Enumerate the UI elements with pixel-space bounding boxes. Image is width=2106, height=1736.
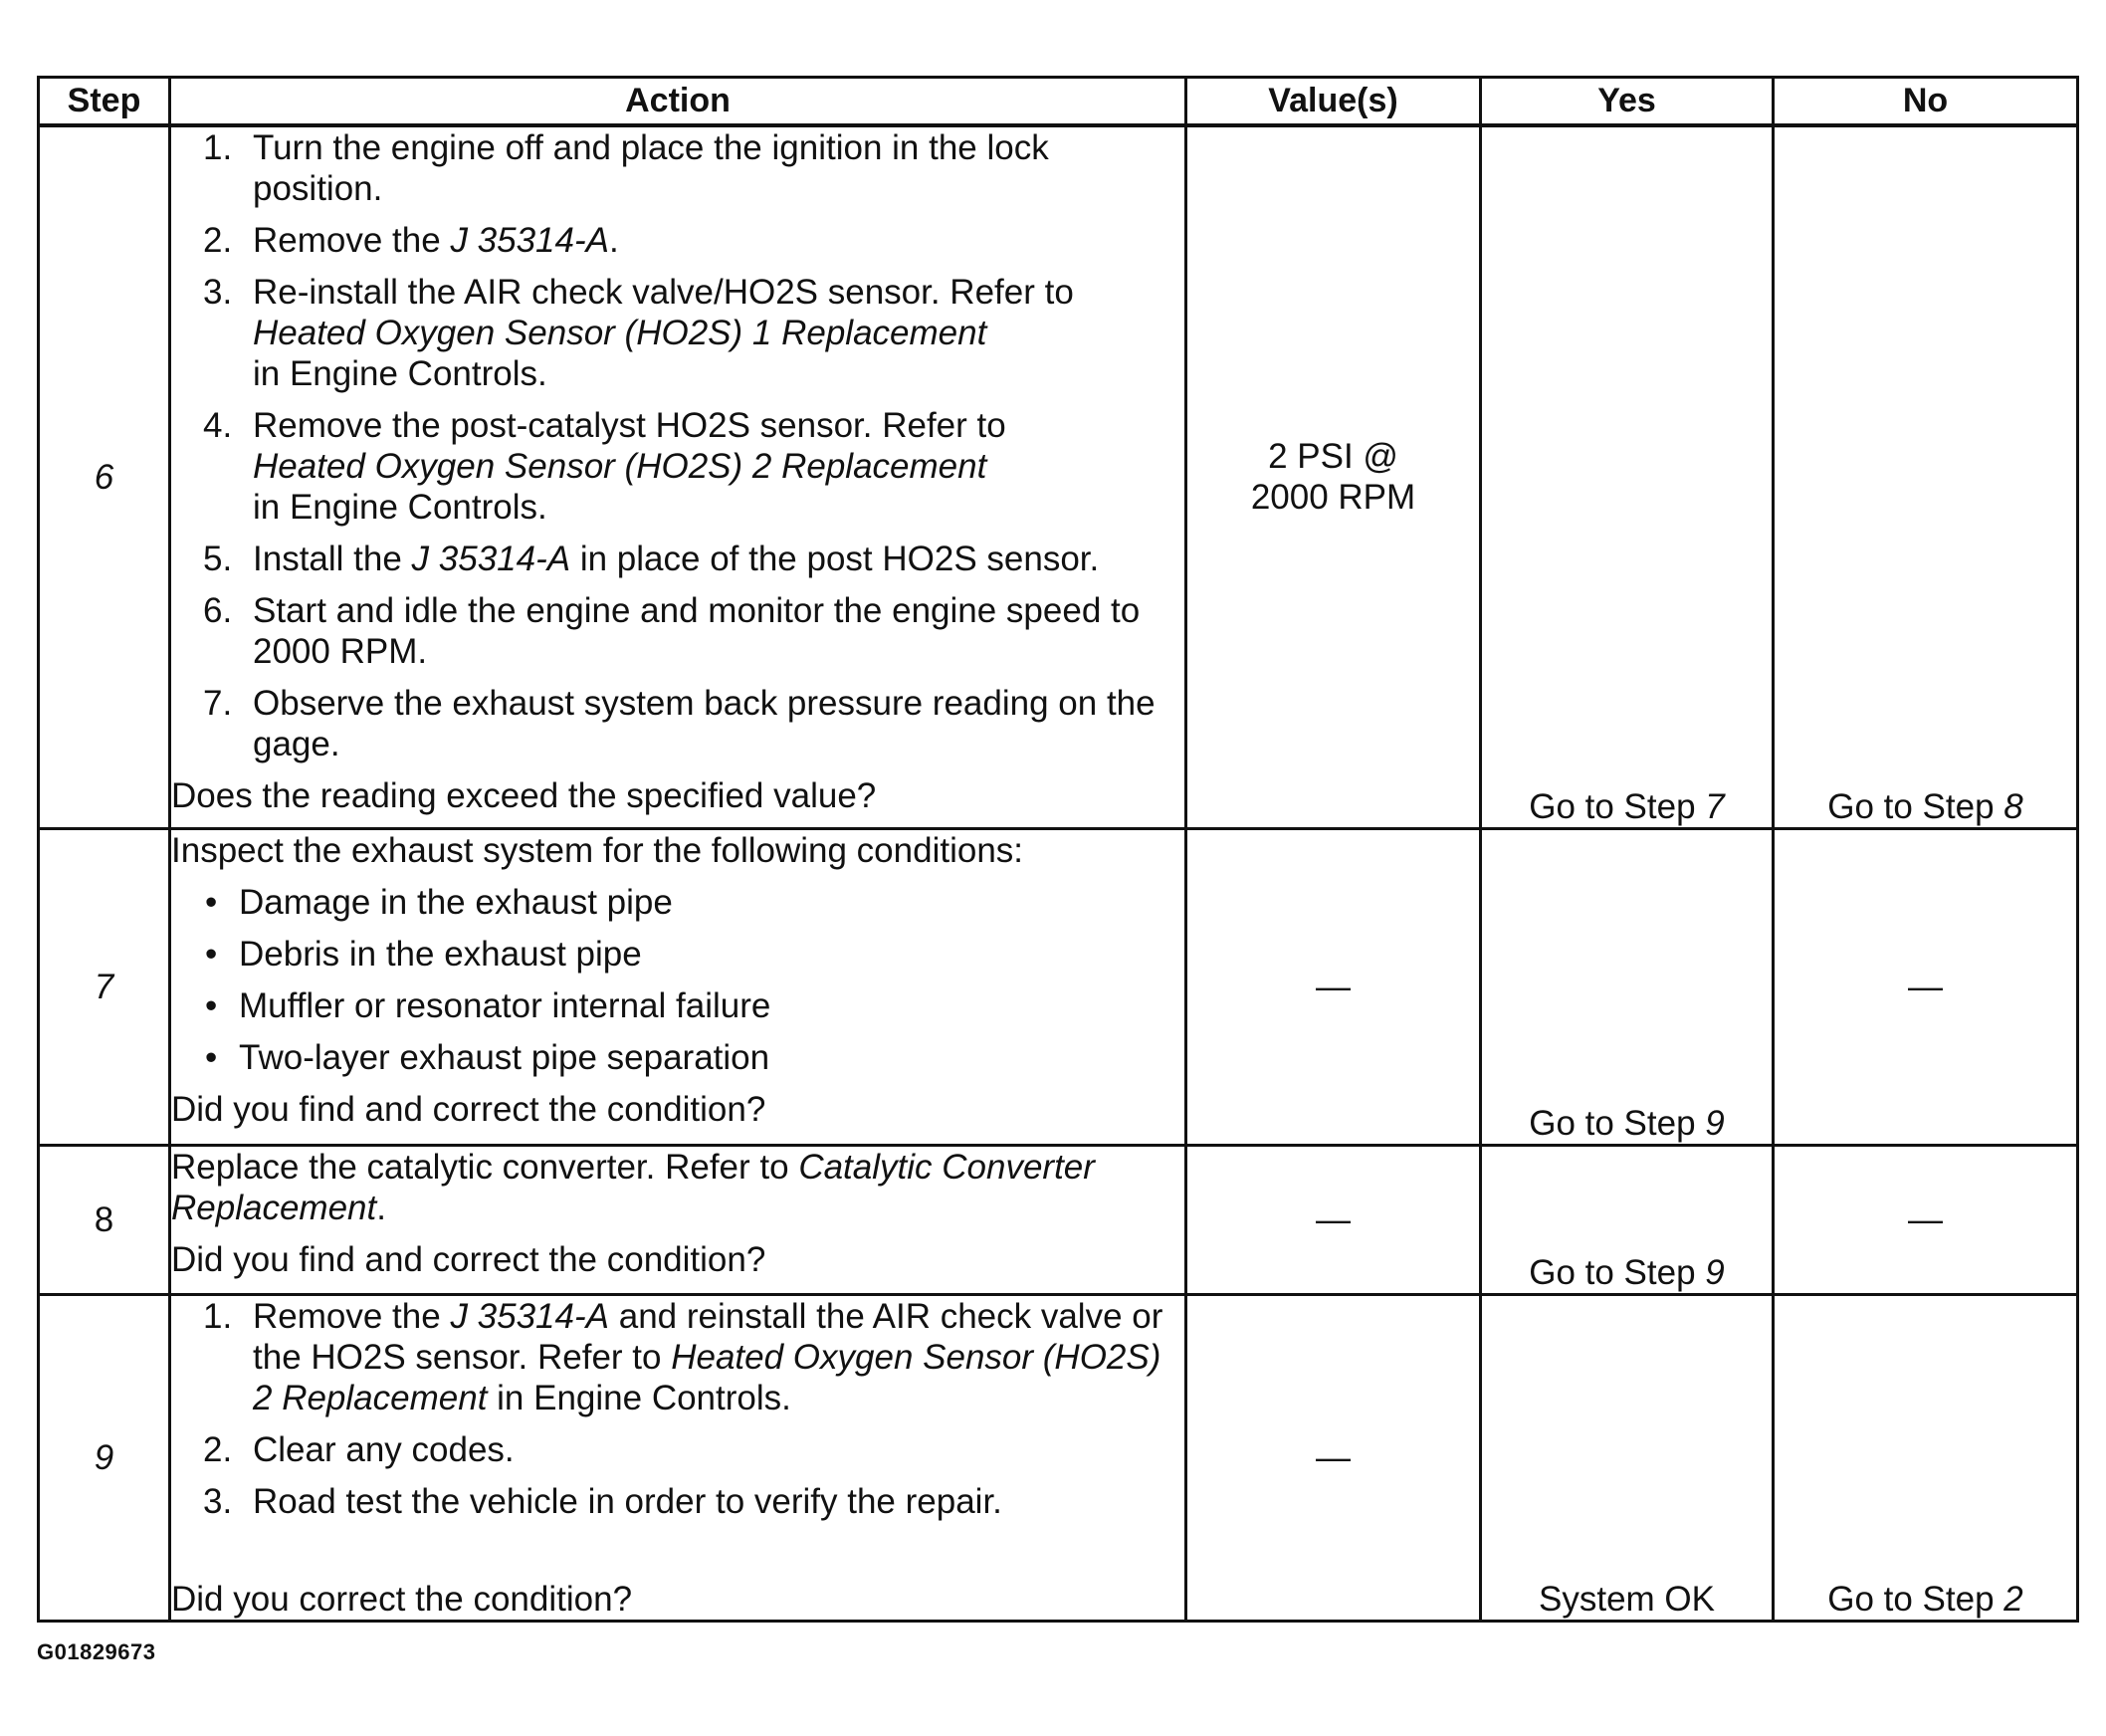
yes-cell: [1481, 125, 1774, 828]
yes-step-link: 7: [1705, 786, 1725, 826]
value-cell: —: [1186, 828, 1481, 1145]
table-row-step-6: [39, 125, 2078, 828]
list-item-text: .: [609, 221, 619, 260]
table-row-step-8: [39, 1145, 2078, 1294]
list-item: [171, 539, 1184, 579]
no-text: Go to Step: [1827, 1579, 2004, 1619]
action-cell: [170, 125, 1186, 828]
list-item-text: Install the: [253, 540, 412, 578]
procedure-reference: Catalytic Converter Replacement: [171, 1147, 1095, 1227]
tool-reference: J 35314-A: [411, 540, 571, 578]
list-item-text: Remove the: [253, 1296, 451, 1336]
no-cell: [1774, 1294, 2078, 1621]
header-values: Value(s): [1186, 78, 1481, 126]
header-yes: Yes: [1481, 78, 1774, 126]
header-step: Step: [39, 78, 170, 126]
action-question: Did you find and correct the condition?: [171, 1239, 766, 1279]
list-item: [171, 127, 1184, 209]
list-item-text: in place of the post HO2S sensor.: [570, 540, 1100, 578]
list-item-number: 5.: [203, 540, 233, 578]
no-text: Go to Step: [1827, 786, 2004, 826]
list-item-text: Remove the post-catalyst HO2S sensor. Refer to: [253, 406, 1006, 445]
list-item: [171, 272, 1184, 394]
no-cell: [1774, 125, 2078, 828]
header-no: No: [1774, 78, 2078, 126]
action-cell: [170, 1294, 1186, 1621]
value-cell: —: [1186, 1294, 1481, 1621]
step-number: 9: [39, 1294, 170, 1621]
list-item-text: in Engine Controls.: [253, 354, 547, 393]
no-step-link: 8: [2003, 786, 2023, 826]
value-line: 2000 RPM: [1250, 478, 1416, 518]
list-item-text: Clear any codes.: [253, 1429, 515, 1469]
list-item-text: in Engine Controls.: [253, 488, 547, 527]
yes-text: Go to Step: [1529, 1103, 1706, 1143]
list-item-text: Road test the vehicle in order to verify the repair.: [253, 1481, 1002, 1521]
step-number: 8: [39, 1145, 170, 1294]
list-item-number: 6.: [203, 591, 233, 630]
yes-text: Go to Step: [1529, 786, 1706, 826]
list-item-text: Muffler or resonator internal failure: [239, 985, 771, 1025]
value-cell: [1186, 125, 1481, 828]
no-cell: —: [1774, 1145, 2078, 1294]
procedure-reference: Heated Oxygen Sensor (HO2S) 2 Replacement: [253, 1337, 1161, 1417]
list-item: [171, 1037, 1184, 1078]
action-text-part: Replace the catalytic converter. Refer to: [171, 1147, 799, 1187]
header-action: Action: [170, 78, 1186, 126]
list-item-text: Re-install the AIR check valve/HO2S sensor. Refer to: [253, 273, 1074, 312]
no-cell: —: [1774, 828, 2078, 1145]
diagnostic-table-container: [37, 76, 2076, 1623]
value-line: 2 PSI @: [1268, 437, 1398, 477]
yes-cell: [1481, 828, 1774, 1145]
figure-reference-id: G01829673: [37, 1639, 156, 1664]
step-number: 6: [39, 125, 170, 828]
list-item-text: Observe the exhaust system back pressure reading on the gage.: [253, 684, 1156, 763]
list-item-number: 7.: [203, 684, 233, 723]
action-steps-list: [171, 127, 1184, 764]
tool-reference: J 35314-A: [450, 221, 609, 260]
list-item-number: 2.: [203, 1429, 233, 1469]
list-item: [171, 1296, 1184, 1418]
yes-cell: [1481, 1145, 1774, 1294]
list-item-number: 1.: [203, 1296, 233, 1336]
list-item: [171, 1429, 1184, 1470]
condition-list: [171, 882, 1184, 1078]
action-text-part: .: [376, 1188, 386, 1227]
bullet-icon: •: [205, 934, 218, 974]
list-item-number: 2.: [203, 221, 233, 260]
list-item: [171, 220, 1184, 261]
list-item: [171, 683, 1184, 764]
list-item: [171, 985, 1184, 1026]
table-row-step-9: [39, 1294, 2078, 1621]
list-item-text: Debris in the exhaust pipe: [239, 934, 642, 974]
bullet-icon: •: [205, 985, 218, 1025]
action-question: Did you correct the condition?: [171, 1579, 633, 1619]
list-item-number: 3.: [203, 273, 233, 312]
list-item-number: 1.: [203, 128, 233, 167]
list-item-text: Two-layer exhaust pipe separation: [239, 1037, 770, 1077]
list-item: [171, 1481, 1184, 1522]
spacer: [171, 1533, 1184, 1577]
action-text: [171, 1147, 1184, 1228]
action-cell: [170, 1145, 1186, 1294]
list-item: [171, 405, 1184, 528]
procedure-reference: Heated Oxygen Sensor (HO2S) 1 Replacement: [253, 314, 987, 352]
action-intro: Inspect the exhaust system for the following conditions:: [171, 830, 1024, 870]
tool-reference: J 35314-A: [450, 1296, 609, 1336]
action-question: Did you find and correct the condition?: [171, 1089, 766, 1129]
table-row-step-7: [39, 828, 2078, 1145]
value-cell: —: [1186, 1145, 1481, 1294]
no-step-link: 2: [2003, 1579, 2023, 1619]
table-header-row: [39, 78, 2078, 126]
yes-step-link: 9: [1705, 1252, 1725, 1292]
list-item-text: and reinstall the AIR check valve or the HO2S sensor. Refer to: [253, 1296, 1163, 1377]
list-item: [171, 590, 1184, 672]
list-item-text: in Engine Controls.: [487, 1378, 791, 1417]
list-item-text: Damage in the exhaust pipe: [239, 882, 673, 922]
bullet-icon: •: [205, 1037, 218, 1077]
list-item-number: 3.: [203, 1481, 233, 1521]
action-cell: [170, 828, 1186, 1145]
list-item-text: Start and idle the engine and monitor the engine speed to 2000 RPM.: [253, 591, 1141, 671]
bullet-icon: •: [205, 882, 218, 922]
yes-step-link: 9: [1705, 1103, 1725, 1143]
list-item: [171, 882, 1184, 923]
yes-cell: System OK: [1481, 1294, 1774, 1621]
action-steps-list: [171, 1296, 1184, 1522]
list-item: [171, 934, 1184, 975]
procedure-reference: Heated Oxygen Sensor (HO2S) 2 Replacement: [253, 447, 987, 486]
action-question: Does the reading exceed the specified value?: [171, 776, 877, 815]
list-item-text: Remove the: [253, 221, 451, 260]
step-number: 7: [39, 828, 170, 1145]
yes-text: Go to Step: [1529, 1252, 1706, 1292]
diagnostic-table: [37, 76, 2079, 1623]
list-item-number: 4.: [203, 406, 233, 445]
list-item-text: Turn the engine off and place the ignition in the lock position.: [253, 128, 1049, 208]
